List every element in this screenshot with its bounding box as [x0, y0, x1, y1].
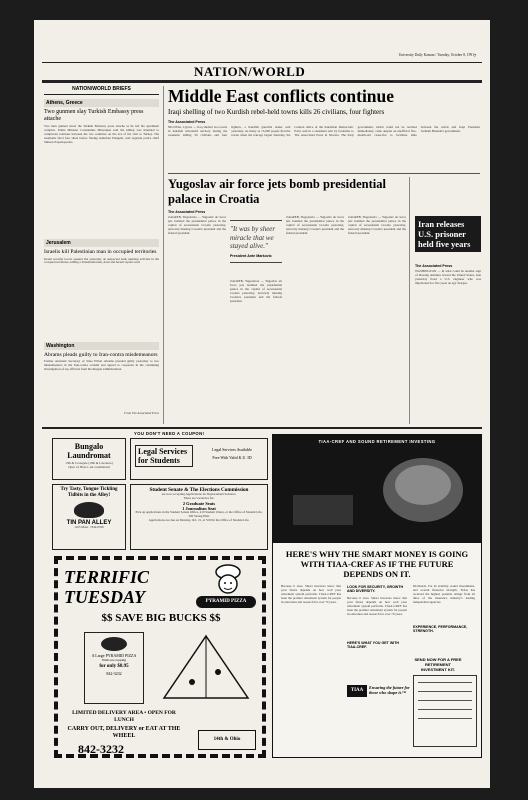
pizza-title-2: TUESDAY — [64, 587, 146, 607]
section-title: NATION/WORLD — [194, 64, 306, 79]
legal-services-ad — [130, 438, 268, 480]
pull-quote: "It was by sheer miracle that we stayed alive." — [230, 225, 276, 250]
athens-dateline: Athens, Greece — [44, 99, 159, 107]
bungalo-line1: 15th & Crossgate (10th & Lawrence) — [65, 461, 113, 465]
newspaper-page — [34, 20, 490, 788]
lead-body: NICOSIA, Cyprus — Iraq shelled two towns in Kurdish rebel-held territory during the weekend, killing 26 civilians and four fighters, a Kurdish guerrilla leader said yesterday. As many as 15,000 people fled the towns when the barrage began Saturday, the London office of the Kurdistan Democratic Party said in a statement sent by facsimile to The Associated Press in Nicosia. The Iraqi government, which could not be reached immediately, came despite an unofficial five-month-old cease-fire to facilitate talks between the rebels and Iraqi President Saddam Hussein's government. — [168, 126, 480, 137]
masthead-line: University Daily Kansan / Tuesday, October 8, 1991 — [398, 53, 474, 57]
election-pos2: 1 Journalism Seat — [182, 505, 216, 511]
washington-body: Former Assistant Secretary of State Elliott Abrams pleaded guilty yesterday to two misdemeanors in the Iran-contra scandal and agreed to cooperate in the continuing investigation of top officials from the Reagan administration. — [44, 360, 159, 371]
athens-body: Two men gunned down the Turkish Embassy press attache as he left his apartment complex. Prime Minister Constantine Mitsotakis said the killing was intended to complicate relations between the two countries on the eve of his visit to Turkey. The assailants fired four shots before fleeing suburban Psingeni, said regional police chief Simeon Papadopoulos. — [44, 125, 159, 144]
tiaa-sub2: HERE'S WHAT YOU GET WITH TIAA-CREF. — [347, 641, 400, 649]
tiaa-sub4: SEND NOW FOR A FREE RETIREMENT INVESTMENT KIT. — [414, 657, 462, 672]
tinpan-title: Try Tasty, Tongue Tickling Tidbits in the Alley! — [60, 487, 118, 498]
tiaa-banner: TIAA-CREF AND SOUND RETIREMENT INVESTING — [318, 439, 436, 444]
athens-headline: Two gunmen slay Turkish Embassy press attache — [44, 109, 144, 122]
pizza-carry: CARRY OUT, DELIVERY or EAT AT THE WHEEL — [67, 726, 181, 739]
iran-body: WASHINGTON — In what could be another sign of thawing attitudes toward the United States, Iran yesterday freed a U.S. engineer who was imprisoned for five years on spy charges. — [415, 270, 481, 285]
pizza-coupon — [84, 632, 144, 704]
yugoslav-body-col3: ZAGREB, Yugoslavia — Yugoslav air force jets bombed the presidential palace in the capital of secessionist Croatia yesterday, narrowly missing Croatia's president and the federal president. — [286, 216, 344, 235]
lead-headline: Middle East conflicts continue — [168, 86, 395, 106]
tiaa-sub3: EXPERIENCE, PERFORMANCE, STRENGTH. — [413, 625, 468, 633]
tiaa-ensuring: Ensuring the future for those who shape it.™ — [369, 685, 410, 695]
bungalo-title: Bungalo Laundromat — [67, 442, 111, 460]
yugoslav-byline: The Associated Press — [168, 210, 206, 214]
election-line3: Pick up applications in the Student Senate Office, 410 Student Union, or the Office of Student Life, 300 Strong Hall. — [135, 509, 263, 518]
tinpan-ad — [52, 484, 126, 550]
pizza-logo-icon — [101, 637, 127, 651]
yugoslav-body-col2: ZAGREB, Yugoslavia — Yugoslav air force jets bombed the presidential palace in the capital of secessionist Croatia yesterday, narrowly missing Croatia's president and the federal president. — [230, 280, 282, 303]
jerusalem-headline: Israelis kill Palestinian man in occupied territories — [44, 249, 157, 255]
page-number: 7 — [474, 53, 476, 58]
pizza-brand: PYRAMID PIZZA — [196, 596, 256, 608]
pizza-chef-icon — [208, 564, 248, 598]
pizza-offer: A Large PYRAMID PIZZA — [91, 653, 137, 658]
pizza-title-1: TERRIFIC — [64, 567, 150, 587]
iran-headline: Iran releases U.S. prisoner held five years — [415, 216, 481, 252]
cowboy-hat-icon — [74, 502, 104, 518]
tinpan-address: 1105 Mass. • 842-0760 — [74, 525, 104, 529]
yugoslav-headline: Yugoslav air force jets bomb presidential palace in Croatia — [168, 177, 386, 206]
yugoslav-body: ZAGREB, Yugoslavia — Yugoslav air force jets bombed the presidential palace in the capital of secessionist Croatia yesterday, narrowly missing Croatia's president and the federal president. — [168, 216, 226, 235]
pizza-price: for only $8.95 — [99, 664, 129, 669]
pizza-phone-small: 842-3232 — [106, 671, 122, 676]
tiaa-sub1: LOOK FOR SECURITY, GROWTH AND DIVERSITY. — [347, 585, 404, 593]
bungalo-line2: Open 24 Hours- Air-conditioned — [68, 464, 110, 469]
pull-quote-box — [230, 220, 282, 263]
pizza-pyramid-illustration — [158, 632, 254, 704]
washington-dateline: Washington — [44, 342, 159, 350]
bungalo-ad — [52, 438, 126, 480]
pizza-phone: 842-3232 — [78, 742, 124, 756]
election-pos1: 2 Graduate Seats — [182, 500, 216, 506]
tiaa-logo-icon: TIAA — [347, 685, 367, 697]
briefs-heading: NATION/WORLD BRIEFS — [44, 86, 159, 95]
coupon-notice: YOU DON'T NEED A COUPON! — [134, 431, 205, 436]
tinpan-name: TIN PAN ALLEY — [66, 520, 112, 526]
legal-line2: Free With Valid K.U. ID — [212, 455, 252, 460]
legal-title: Legal Services for Students — [135, 445, 193, 467]
election-line4: Applications are due on Monday, Oct. 21, at 5:00 In the Office of Student Life. — [148, 517, 250, 522]
pizza-hours: LIMITED DELIVERY AREA • OPEN FOR LUNCH — [72, 710, 176, 723]
yugoslav-body-col4: ZAGREB, Yugoslavia — Yugoslav air force jets bombed the presidential palace in the capital of secessionist Croatia yesterday, narrowly missing Croatia's president and the federal president. — [348, 216, 406, 235]
briefs-credit: From The Associated Press — [124, 411, 159, 415]
pull-quote-attribution: President Ante Markovic — [230, 253, 272, 258]
iran-byline: The Associated Press — [415, 264, 453, 268]
legal-line1: Legal Services Available — [212, 447, 252, 452]
pyramid-pizza-ad — [54, 556, 266, 758]
pizza-save: $$ SAVE BIG BUCKS $$ — [101, 612, 221, 624]
jerusalem-body: Israeli security forces opened fire yesterday on suspected Arab uprising activists in the occupied territories, killing a Palestinian man, Arab and Israeli reports said. — [44, 257, 159, 265]
tiaa-cref-ad — [272, 434, 482, 758]
tiaa-col1: Because it does. Smart investors know that your future depends on how well your retirement system performs. TIAA-CREF has been the premier retirement system for people in education and research for over 70 years. — [281, 585, 341, 604]
jerusalem-dateline: Jerusalem — [44, 239, 159, 247]
election-line2: There are vacancies for: — [183, 495, 215, 500]
election-ad — [130, 484, 268, 550]
election-line1: are now accepting Applications for Replacement Senators. — [161, 492, 237, 496]
briefs-column — [44, 86, 159, 424]
tiaa-headline: HERE'S WHY THE SMART MONEY IS GOING WITH TIAA-CREF AS IF THE FUTURE DEPENDS ON IT. — [285, 549, 469, 579]
tiaa-col1-cont: Because it does. Smart investors know that your future depends on how well your retirement system performs. TIAA-CREF has been the premier retirement system for people in education and research for over 70 years. — [347, 597, 407, 616]
tiaa-col2: Dividends. For its stability, sound investments, and overall financial strength, TIAA has received the highest possible ratings from all three of the insurance industry's leading independent agencies. — [413, 585, 475, 604]
election-title: Student Senate & The Elections Commission — [149, 487, 249, 493]
tiaa-coupon-form[interactable] — [413, 675, 477, 747]
washington-headline: Abrams pleads guilty to Iran-contra misdemeanors — [44, 351, 158, 358]
lead-subhead: Iraqi shelling of two Kurdish rebel-held towns kills 26 civilians, four fighters — [168, 108, 385, 116]
pizza-offer2: With one topping — [101, 658, 127, 662]
pizza-location: 14th & Ohio — [198, 730, 256, 750]
tiaa-photo — [273, 435, 481, 543]
lead-byline: The Associated Press — [168, 120, 206, 124]
